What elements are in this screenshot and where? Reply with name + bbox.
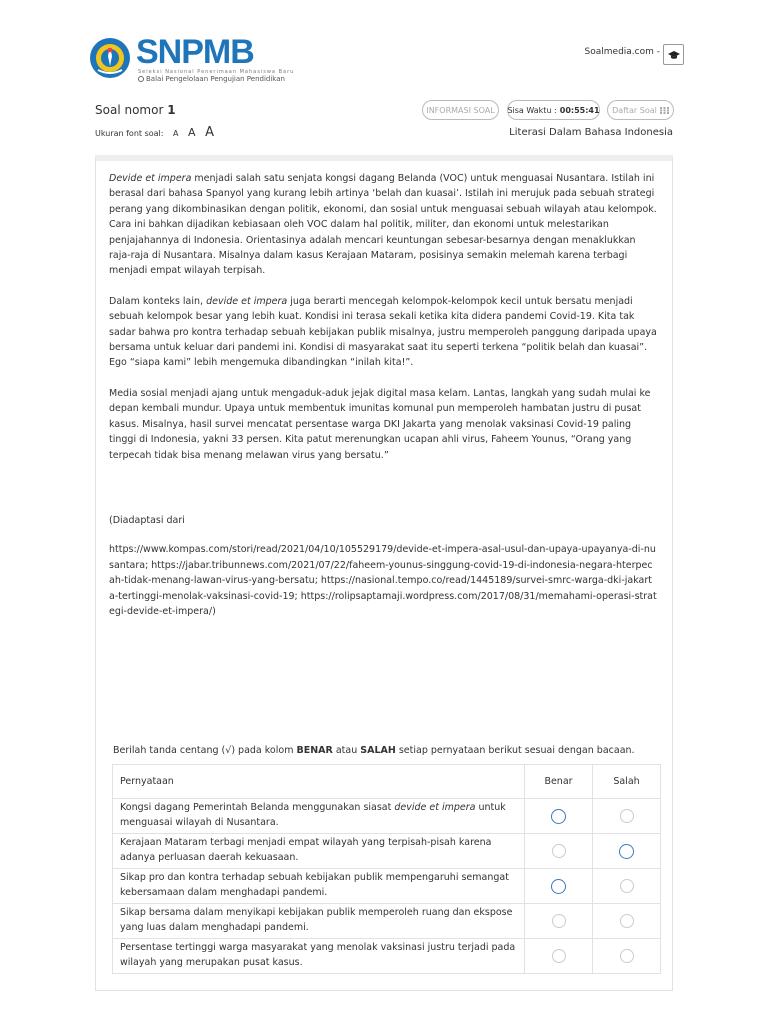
font-size-medium-button[interactable]: A <box>188 126 196 139</box>
statement-text: Kerajaan Mataram terbagi menjadi empat wilayah yang terpisah-pisah karena adanya perluasan daerah kekuasaan. <box>113 834 525 869</box>
question-list-button[interactable]: Daftar Soal <box>607 100 674 120</box>
question-number: 1 <box>167 103 176 117</box>
site-link[interactable]: Soalmedia.com - <box>584 47 660 57</box>
timer-badge <box>507 100 600 120</box>
grid-icon <box>660 107 669 114</box>
radio-benar[interactable] <box>551 809 566 824</box>
graduation-cap-icon <box>668 50 680 60</box>
timer-label: Sisa Waktu : <box>507 105 557 115</box>
statement-text: Kongsi dagang Pemerintah Belanda menggunakan siasat devide et impera untuk menguasai wilayah di Nusantara. <box>113 799 525 834</box>
radio-benar[interactable] <box>552 914 566 928</box>
brand-subtitle: Seleksi Nasional Penerimaan Mahasiswa Baru <box>138 69 295 75</box>
brand-subtitle-2: Balai Pengelolaan Pengujian Pendidikan <box>138 75 285 83</box>
table-row <box>113 834 661 869</box>
radio-salah[interactable] <box>619 844 634 859</box>
table-row <box>113 904 661 939</box>
font-size-label: Ukuran font soal: <box>95 129 164 138</box>
font-size-large-button[interactable]: A <box>205 125 215 140</box>
statement-text: Sikap pro dan kontra terhadap sebuah kebijakan publik mempengaruhi semangat kebersamaan dalam menghadapi pandemi. <box>113 869 525 904</box>
source-urls: https://www.kompas.com/stori/read/2021/04/10/105529179/devide-et-impera-asal-usul-dan-upaya-upayanya-di-nusantara; https://jabar.tribunnews.com/2021/07/22/faheem-younus-singgung-covid-19-di-indonesia-negara-hterpecah-tidak-menang-lawan-virus-yang-bersatu; https://nasional.tempo.co/read/1445189/survei-smrc-warga-dki-jakarta-tertinggi-menolak-vaksinasi-covid-19; https://rolipsaptamaji.wordpress.com/2017/08/31/memahami-operasi-strategi-devide-et-impera/) <box>109 544 657 618</box>
column-header-benar: Benar <box>525 765 593 799</box>
font-size-small-button[interactable]: A <box>173 129 179 138</box>
table-row <box>113 869 661 904</box>
passage-paragraph: Dalam konteks lain, devide et impera juga berarti mencegah kelompok-kelompok kecil untuk bersatu menjadi sebuah kelompok besar yang lebih kuat. Kondisi ini terasa sekali ketika kita didera pandemi Covid-19. Kita tak sadar bahwa pro kontra terhadap sebuah kebijakan publik misalnya, justru memperoleh panggung daripada upaya bersama untuk keluar dari pandemi ini. Kondisi di masyarakat saat itu seperti terkena “politik belah dan kuasai”. Ego “siapa kami” lebih mengemuka dibandingkan “inilah kita!”. <box>109 295 657 369</box>
column-header-statement: Pernyataan <box>113 765 525 799</box>
passage-source <box>109 513 657 619</box>
font-size-selector <box>95 125 214 140</box>
question-instruction: Berilah tanda centang (√) pada kolom BENAR atau SALAH setiap pernyataan berikut sesuai dengan bacaan. <box>113 745 635 756</box>
bp3-logo-icon <box>138 76 144 82</box>
info-soal-button[interactable]: INFORMASI SOAL <box>422 100 499 120</box>
radio-salah[interactable] <box>620 949 634 963</box>
subject-label: Literasi Dalam Bahasa Indonesia <box>509 127 673 138</box>
statement-text: Sikap bersama dalam menyikapi kebijakan publik memperoleh ruang dan ekspose yang luas dalam menghadapi pandemi. <box>113 904 525 939</box>
passage-paragraph: Devide et impera menjadi salah satu senjata kongsi dagang Belanda (VOC) untuk menguasai Nusantara. Istilah ini berasal dari bahasa Spanyol yang kurang lebih artinya ‘belah dan kuasai’. Istilah ini merujuk pada sebuah strategi perang yang dikombinasikan dengan politik, ekonomi, dan sosial untuk menguasai sebuah wilayah atau kelompok. Cara ini bahkan dijadikan kebiasaan oleh VOC dalam hal politik, militer, dan ekonomi untuk melestarikan penjajahannya di Indonesia. Orientasinya adalah mencari keuntungan sebesar-besarnya dengan menaklukkan raja-raja di Nusantara. Misalnya dalam kasus Kerajaan Mataram, posisinya semakin melemah karena terbagi menjadi empat wilayah terpisah. <box>109 173 657 277</box>
reading-passage <box>109 171 657 478</box>
tut-wuri-handayani-emblem-icon <box>88 36 132 80</box>
column-header-salah: Salah <box>593 765 661 799</box>
timer-value: 00:55:41 <box>559 105 600 115</box>
passage-paragraph: Media sosial menjadi ajang untuk mengaduk-aduk jejak digital masa kelam. Lantas, langkah yang sudah mulai ke depan kembali mundur. Upaya untuk membentuk imunitas komunal pun memperoleh hambatan justru di pusat kasus. Misalnya, hasil survei mencatat persentase warga DKI Jakarta yang menolak vaksinasi Covid-19 paling tinggi di Indonesia, yakni 33 persen. Kita patut merenungkan ucapan ahli virus, Faheem Younus, “Orang yang terpecah tidak bisa menang melawan virus yang bersatu.” <box>109 387 651 461</box>
radio-salah[interactable] <box>620 914 634 928</box>
radio-benar[interactable] <box>552 844 566 858</box>
statement-text: Persentase tertinggi warga masyarakat yang menolak vaksinasi justru terjadi pada wilayah yang merupakan pusat kasus. <box>113 939 525 974</box>
table-row <box>113 799 661 834</box>
radio-benar[interactable] <box>551 879 566 894</box>
question-title: Soal nomor 1 <box>95 103 176 117</box>
radio-salah[interactable] <box>620 809 634 823</box>
radio-benar[interactable] <box>552 949 566 963</box>
snpmb-logo <box>88 33 295 83</box>
statement-table <box>112 764 661 974</box>
table-header-row <box>113 765 661 799</box>
radio-salah[interactable] <box>620 879 634 893</box>
table-row <box>113 939 661 974</box>
source-label: (Diadaptasi dari <box>109 515 185 526</box>
account-button[interactable] <box>663 44 684 65</box>
brand-name: SNPMB <box>136 33 254 71</box>
